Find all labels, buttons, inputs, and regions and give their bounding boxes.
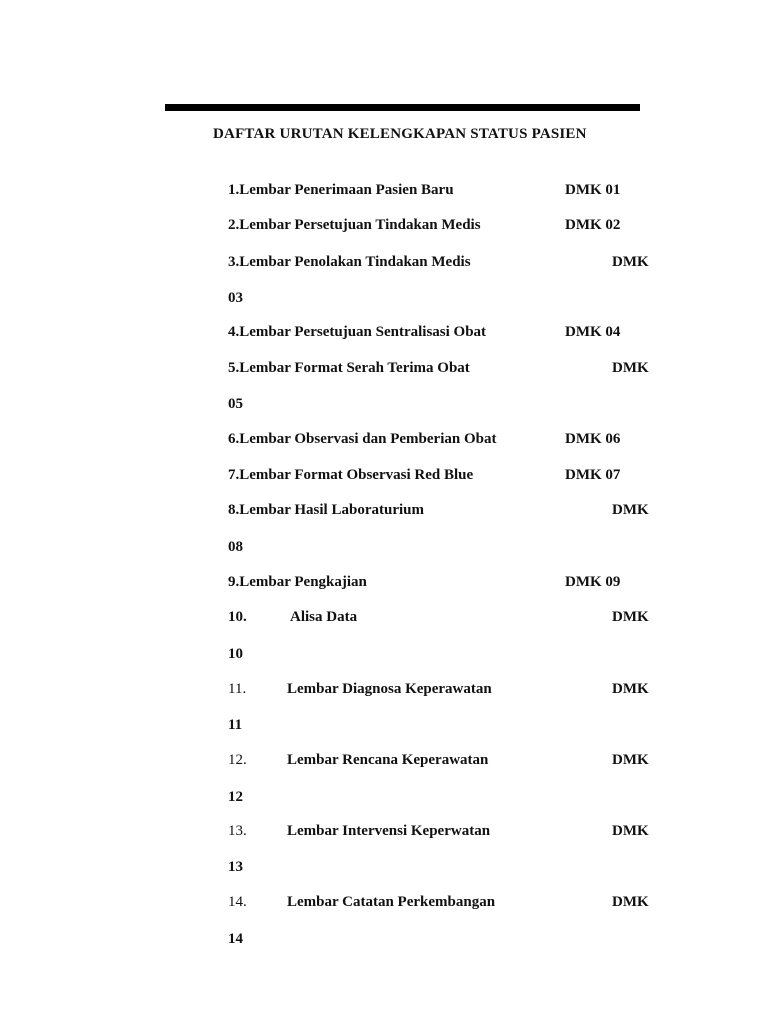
item-1-code-number: 01 bbox=[605, 182, 621, 198]
item-6-label: 6.Lembar Observasi dan Pemberian Obat bbox=[228, 431, 497, 447]
item-10-number: 10. bbox=[228, 609, 247, 625]
item-12-label: Lembar Rencana Keperawatan bbox=[287, 752, 489, 768]
item-5-code-number: 05 bbox=[228, 396, 243, 412]
item-11-label: Lembar Diagnosa Keperawatan bbox=[287, 681, 492, 697]
item-1-code bbox=[565, 181, 620, 199]
item-6-code-number: 06 bbox=[605, 431, 621, 447]
item-6-code bbox=[565, 430, 620, 448]
item-7-label: 7.Lembar Format Observasi Red Blue bbox=[228, 467, 474, 483]
item-3-code-prefix: DMK bbox=[612, 254, 649, 270]
item-3-code-number: 03 bbox=[228, 290, 243, 306]
item-10-code-prefix: DMK bbox=[612, 609, 649, 625]
item-12-number: 12. bbox=[228, 752, 247, 768]
item-12-code-prefix: DMK bbox=[612, 752, 649, 768]
item-6-code-prefix: DMK bbox=[565, 431, 602, 447]
item-8-label: 8.Lembar Hasil Laboraturium bbox=[228, 502, 424, 518]
item-7-code-number: 07 bbox=[605, 467, 621, 483]
item-8-code-number: 08 bbox=[228, 539, 243, 555]
item-12-code-number: 12 bbox=[228, 789, 243, 805]
item-9-label: 9.Lembar Pengkajian bbox=[228, 574, 367, 590]
item-13-code-prefix: DMK bbox=[612, 823, 649, 839]
top-rule bbox=[165, 104, 640, 111]
item-10-code-number: 10 bbox=[228, 646, 243, 662]
item-2-code bbox=[565, 216, 620, 234]
item-3-label: 3.Lembar Penolakan Tindakan Medis bbox=[228, 254, 471, 270]
item-2-code-prefix: DMK bbox=[565, 217, 602, 233]
item-4-code-prefix: DMK bbox=[565, 324, 602, 340]
item-1-label: 1.Lembar Penerimaan Pasien Baru bbox=[228, 182, 454, 198]
item-5-code-prefix: DMK bbox=[612, 360, 649, 376]
item-2-code-number: 02 bbox=[605, 217, 621, 233]
item-7-code bbox=[565, 466, 620, 484]
item-4-code bbox=[565, 323, 620, 341]
item-7-code-prefix: DMK bbox=[565, 467, 602, 483]
item-14-label: Lembar Catatan Perkembangan bbox=[287, 894, 496, 910]
item-9-code-number: 09 bbox=[605, 574, 621, 590]
item-8-code-prefix: DMK bbox=[612, 502, 649, 518]
document-title: DAFTAR URUTAN KELENGKAPAN STATUS PASIEN bbox=[213, 126, 587, 142]
item-14-number: 14. bbox=[228, 894, 247, 910]
item-1-code-prefix: DMK bbox=[565, 182, 602, 198]
item-14-code-number: 14 bbox=[228, 931, 243, 947]
item-4-label: 4.Lembar Persetujuan Sentralisasi Obat bbox=[228, 324, 487, 340]
item-13-code-number: 13 bbox=[228, 859, 243, 875]
item-14-code-prefix: DMK bbox=[612, 894, 649, 910]
item-13-label: Lembar Intervensi Keperwatan bbox=[287, 823, 491, 839]
item-11-code-number: 11 bbox=[228, 717, 243, 733]
item-9-code bbox=[565, 573, 620, 591]
item-10-label: Alisa Data bbox=[290, 609, 358, 625]
item-13-number: 13. bbox=[228, 823, 247, 839]
item-5-label: 5.Lembar Format Serah Terima Obat bbox=[228, 360, 470, 376]
item-2-label: 2.Lembar Persetujuan Tindakan Medis bbox=[228, 217, 481, 233]
item-4-code-number: 04 bbox=[605, 324, 621, 340]
item-11-code-prefix: DMK bbox=[612, 681, 649, 697]
item-11-number: 11. bbox=[228, 681, 247, 697]
item-9-code-prefix: DMK bbox=[565, 574, 602, 590]
